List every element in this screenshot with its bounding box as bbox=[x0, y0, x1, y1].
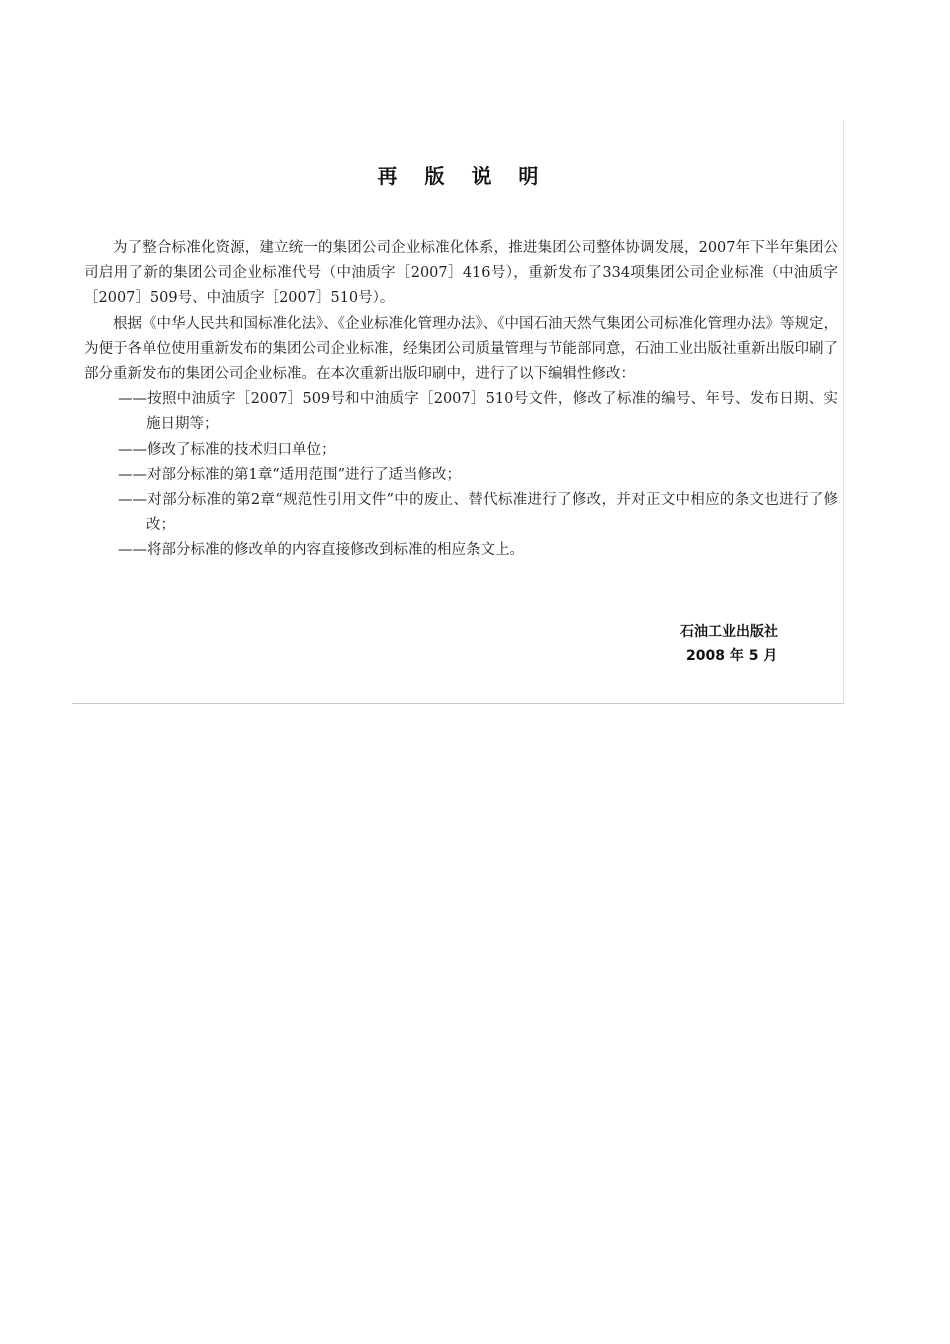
page-title: 再 版 说 明 bbox=[377, 164, 549, 188]
paragraph-intro: 为了整合标准化资源，建立统一的集团公司企业标准化体系，推进集团公司整体协调发展，2007年下半年集团公司启用了新的集团公司企业标准代号（中油质字［2007］416号），重新发布了334项集团公司企业标准（中油质字［2007］509号、中油质字［2007］510号）。 bbox=[84, 240, 838, 307]
list-item-normative-references: ——对部分标准的第2章“规范性引用文件”中的废止、替代标准进行了修改，并对正文中相应的条文也进行了修改； bbox=[118, 492, 838, 534]
paragraph-basis: 根据《中华人民共和国标准化法》、《企业标准化管理办法》、《中国石油天然气集团公司标准化管理办法》等规定，为便于各单位使用重新发布的集团公司企业标准，经集团公司质量管理与节能部同意，石油工业出版社重新出版印刷了部分重新发布的集团公司企业标准。在本次重新出版印刷中，进行了以下编辑性修改： bbox=[84, 315, 838, 383]
list-item-amendments: ——将部分标准的修改单的内容直接修改到标准的相应条文上。 bbox=[118, 542, 524, 559]
notice-body bbox=[84, 236, 838, 564]
publish-date: 2008 年 5 月 bbox=[686, 648, 778, 664]
list-item-technical-unit: ——修改了标准的技术归口单位； bbox=[118, 441, 336, 458]
list-item-scope: ——对部分标准的第1章“适用范围”进行了适当修改； bbox=[118, 466, 462, 483]
reprint-notice-page bbox=[72, 120, 844, 704]
publisher-name: 石油工业出版社 bbox=[680, 624, 778, 640]
signature-block bbox=[632, 620, 812, 668]
list-item-numbering: ——按照中油质字［2007］509号和中油质字［2007］510号文件，修改了标准的编号、年号、发布日期、实施日期等； bbox=[118, 391, 838, 433]
